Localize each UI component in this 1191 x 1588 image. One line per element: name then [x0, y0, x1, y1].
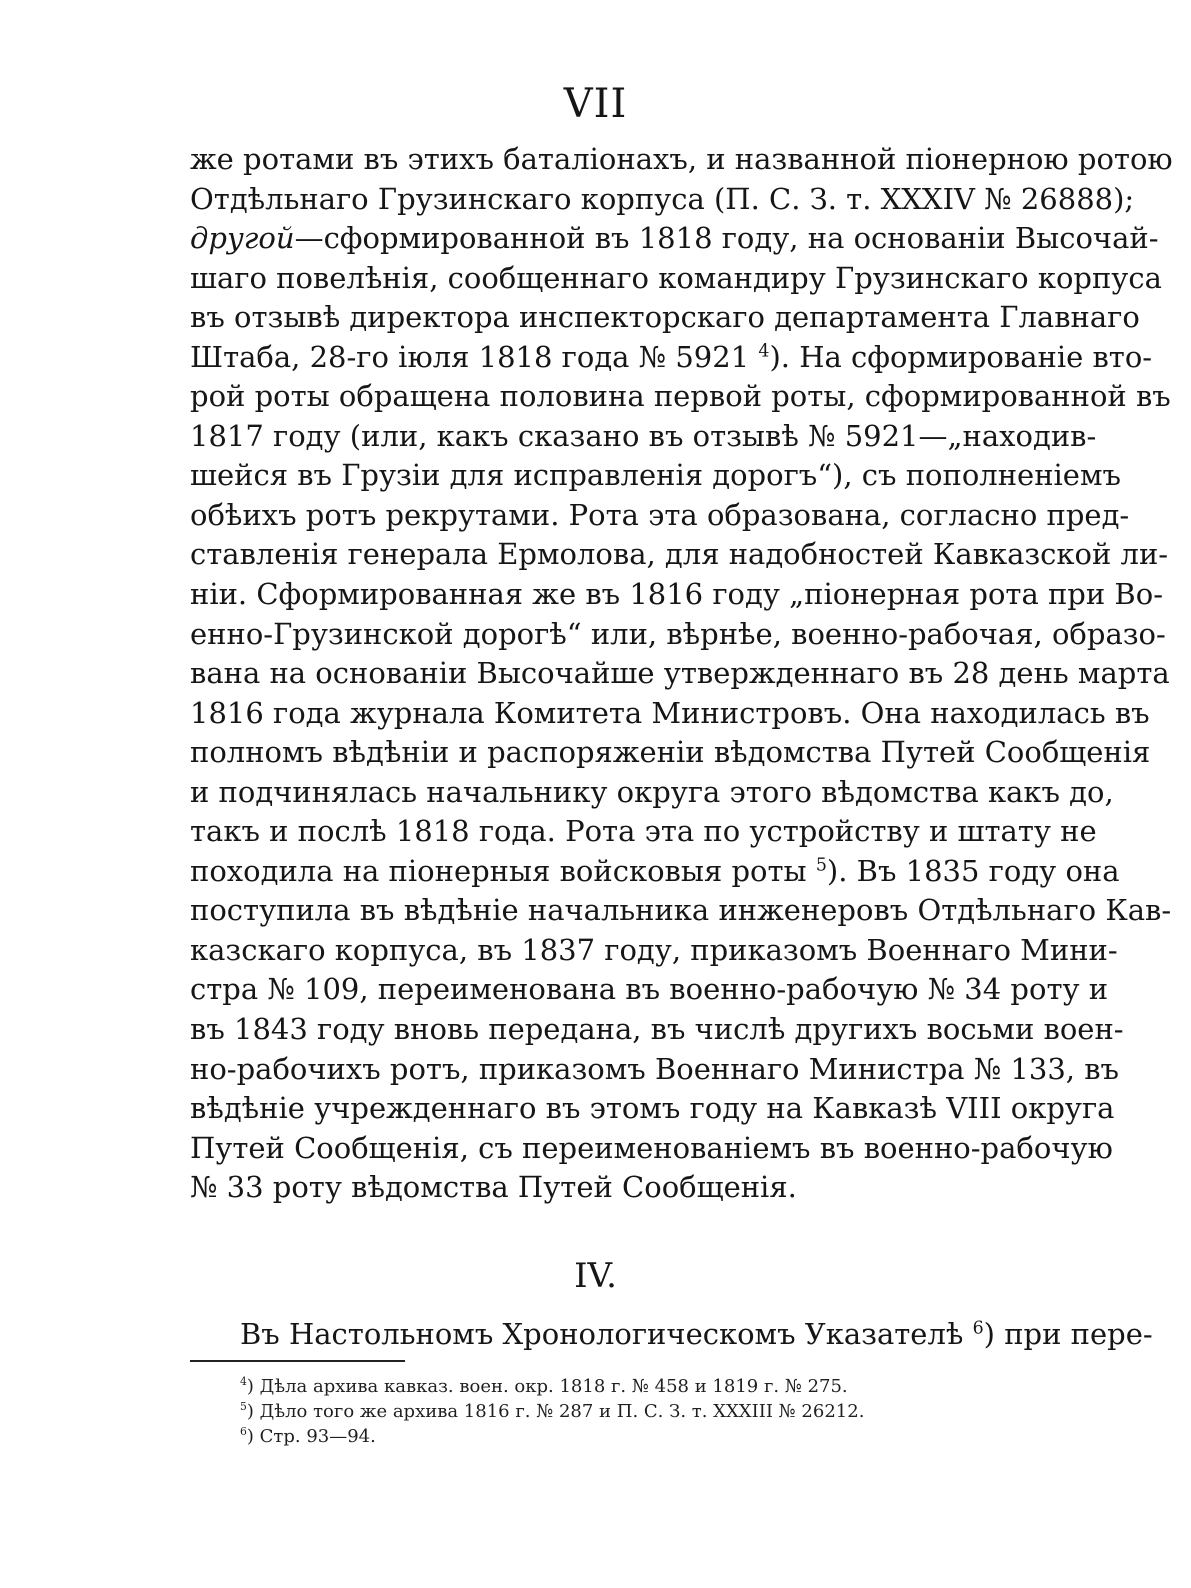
text-line: рой роты обращена половина первой роты, сформированной въ — [190, 379, 1171, 414]
footnote — [240, 1374, 1000, 1399]
text-line-with-footnote — [190, 338, 1153, 378]
text-line: такъ и послѣ 1818 года. Рота эта по устройству и штату не — [190, 814, 1097, 849]
footnote-marker: 6 — [972, 1318, 984, 1339]
text-line: въ 1843 году вновь передана, въ числѣ другихъ восьми воен- — [190, 1012, 1124, 1047]
text-line-rest: —сформированной въ 1818 году, на основаніи Высочай- — [294, 221, 1159, 256]
footnote-text: ) Стр. 93—94. — [246, 1426, 376, 1447]
footnote-number: 6 — [240, 1425, 247, 1438]
footnote — [240, 1399, 1000, 1424]
text-line: полномъ вѣдѣніи и распоряженіи вѣдомства Путей Сообщенія — [190, 735, 1151, 770]
footnote-marker: 5 — [815, 855, 827, 876]
text-line: стра № 109, переименована въ военно-рабочую № 34 роту и — [190, 972, 1109, 1007]
text-fragment: ) при пере- — [983, 1317, 1153, 1351]
text-line: шаго повелѣнія, сообщеннаго командиру Грузинскаго корпуса — [190, 260, 1162, 295]
text-line: ставленія генерала Ермолова, для надобностей Кавказской ли- — [190, 537, 1169, 572]
text-line: Отдѣльнаго Грузинскаго корпуса (П. С. З. т. XXXIV № 26888); — [190, 181, 1135, 216]
text-line: но-рабочихъ ротъ, приказомъ Военнаго Министра № 133, въ — [190, 1051, 1119, 1086]
footnote-divider — [190, 1360, 405, 1362]
text-line: Путей Сообщенія, съ переименованіемъ въ военно-рабочую — [190, 1130, 1113, 1165]
text-line-with-emphasis — [190, 219, 1159, 259]
text-line-with-footnote — [190, 852, 1120, 892]
text-line: въ отзывѣ директора инспекторскаго департамента Главнаго — [190, 300, 1140, 335]
text-line: и подчинялась начальнику округа этого вѣдомства какъ до, — [190, 774, 1114, 809]
text-line: вана на основаніи Высочайше утвержденнаго въ 28 день марта — [190, 656, 1170, 691]
text-line-last: № 33 роту вѣдомства Путей Сообщенія. — [190, 1170, 797, 1205]
text-line: казскаго корпуса, въ 1837 году, приказомъ Военнаго Мини- — [190, 932, 1118, 967]
text-line: 1817 году (или, какъ сказано въ отзывѣ № 5921—„находив- — [190, 418, 1097, 453]
footnote-marker: 4 — [758, 341, 770, 362]
text-line: ніи. Сформированная же въ 1816 году „піонерная рота при Во- — [190, 577, 1163, 612]
text-line: обѣихъ ротъ рекрутами. Рота эта образована, согласно пред- — [190, 497, 1130, 532]
main-paragraph — [190, 140, 1173, 1208]
text-line: вѣдѣніе учрежденнаго въ этомъ году на Кавказѣ VIII округа — [190, 1091, 1115, 1126]
footnote-text: ) Дѣло того же архива 1816 г. № 287 и П. С. З. т. XXXIII № 26212. — [246, 1401, 865, 1422]
text-fragment: походила на піонерныя войсковыя роты — [190, 853, 816, 888]
footnote-text: ) Дѣла архива кавказ. воен. окр. 1818 г. № 458 и 1819 г. № 275. — [246, 1376, 848, 1397]
text-line: шейся въ Грузіи для исправленія дорогъ“), съ пополненіемъ — [190, 458, 1121, 493]
footnote-number: 4 — [240, 1375, 247, 1388]
text-line: поступила въ вѣдѣніе начальника инженеровъ Отдѣльнаго Кав- — [190, 893, 1172, 928]
text-fragment: ). Въ 1835 году она — [826, 853, 1120, 888]
footnote-number: 5 — [240, 1400, 247, 1413]
emphasized-word: другой — [190, 221, 295, 256]
text-line: енно-Грузинской дорогѣ“ или, вѣрнѣе, военно-рабочая, образо- — [190, 616, 1166, 651]
footnotes — [240, 1374, 1000, 1449]
footnote — [240, 1424, 1000, 1449]
text-fragment: ). На сформированіе вто- — [769, 339, 1153, 374]
section-intro-line — [240, 1315, 1153, 1354]
text-fragment: Штаба, 28-го іюля 1818 года № 5921 — [190, 339, 759, 374]
text-line: же ротами въ этихъ баталіонахъ, и названной піонерною ротою — [190, 142, 1173, 176]
page-number: VII — [563, 81, 628, 127]
text-fragment: Въ Настольномъ Хронологическомъ Указателѣ — [240, 1317, 973, 1351]
section-heading: IV. — [574, 1256, 617, 1296]
text-line: 1816 года журнала Комитета Министровъ. Она находилась въ — [190, 695, 1150, 730]
